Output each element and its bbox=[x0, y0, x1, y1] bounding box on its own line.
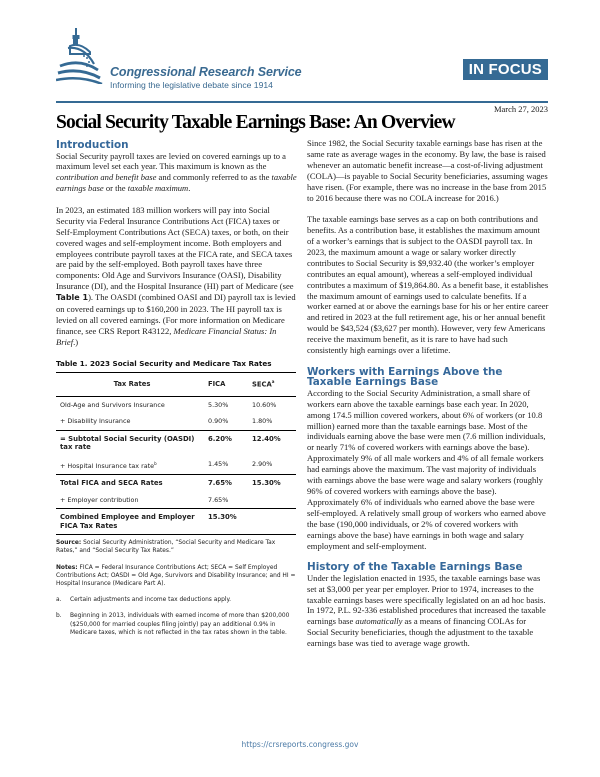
row-label: Total FICA and SECA Rates bbox=[56, 475, 208, 492]
footnote-marker: a. bbox=[56, 597, 62, 604]
fica-value: 1.45% bbox=[208, 459, 229, 468]
text-run: Social Security payroll taxes are levied on covered earnings up to a maximum level set each year. This maximum is known as the bbox=[56, 150, 286, 172]
text-run: and commonly referred to as the bbox=[156, 172, 272, 183]
seca-value: 2.90% bbox=[252, 459, 273, 468]
org-name: Congressional Research Service bbox=[110, 65, 302, 79]
source-label: Source: bbox=[56, 540, 82, 547]
table-row bbox=[56, 456, 296, 475]
fica-value: 6.20% bbox=[208, 430, 252, 456]
paragraph-cap: The taxable earnings base serves as a cap on both contributions and benefits. As a contribution base, it establishes the maximum amount of a worker’s earnings that is subject to the OASDI payroll tax. In 2023, the maximum amount a wage or salary worker directly contributes to Social Security is $9,932.40 (the worker’s employer contributes an equal amount), whereas a self-employed individual contributes a maximum of $19,864.80. As a benefit base, it establishes the maximum amount of earnings used to calculate benefits. If a worker earned at or above the earnings base for his or her entire career and retired in 2023 at the full retirement age, his or her annual benefit would be $43,524 ($3,627 per month). However, very few Americans receive the maximum benefit, as it is rare to have had such consistently high earnings over a lifetime. bbox=[307, 214, 549, 356]
row-label: Combined Employee and Employer FICA Tax Rates bbox=[56, 509, 208, 535]
italic-term: taxable maximum bbox=[127, 183, 189, 194]
table-source bbox=[56, 539, 298, 555]
footer-url[interactable]: https://crsreports.congress.gov bbox=[241, 740, 359, 749]
in-focus-badge: IN FOCUS bbox=[463, 59, 548, 80]
footnote-marker: b bbox=[154, 460, 157, 466]
table-notes-text bbox=[56, 564, 298, 589]
column-header-fica: FICA bbox=[208, 373, 252, 396]
table-reference-link[interactable]: Table 1 bbox=[56, 293, 89, 303]
fica-value: 5.30% bbox=[208, 400, 229, 409]
row-label: + Employer contribution bbox=[60, 495, 139, 504]
table-title: Table 1. 2023 Social Security and Medicare Tax Rates bbox=[56, 358, 272, 368]
row-label: + Disability Insurance bbox=[60, 417, 131, 426]
text-run: . bbox=[188, 183, 191, 194]
column-header-tax-rates: Tax Rates bbox=[56, 373, 208, 396]
page-title: Social Security Taxable Earnings Base: An Overview bbox=[56, 112, 455, 133]
paragraph-wage-growth: Since 1982, the Social Security taxable earnings base has risen at the same rate as average wages in the economy. By law, the base is raised whenever an automatic benefit increase—a cost-of-living adjustment (COLA)—is payable to Social Security beneficiaries, assuming wages have risen. (For example, there was no increase in the base from 2015 to 2016 because there was no COLA increase for 2016.) bbox=[307, 138, 548, 203]
report-title-italic: Medicare Financial Status: In Brief bbox=[56, 325, 277, 347]
footnote-a bbox=[56, 596, 298, 604]
left-column bbox=[56, 140, 298, 645]
text-run: .) bbox=[73, 336, 79, 347]
italic-term: taxable earnings base bbox=[56, 172, 297, 194]
seca-value: 12.40% bbox=[252, 430, 296, 456]
italic-term: contribution and benefit base bbox=[56, 172, 157, 183]
table-row-combined bbox=[56, 509, 296, 535]
text-run: or the bbox=[103, 183, 128, 194]
seca-value: 1.80% bbox=[252, 417, 273, 426]
table-header-row bbox=[56, 373, 296, 396]
header-divider bbox=[56, 101, 548, 103]
section-heading-introduction: Introduction bbox=[56, 139, 129, 151]
seca-value: 15.30% bbox=[252, 475, 296, 492]
text-run: Under the legislation enacted in 1935, the taxable earnings base was set at $3,000 per year per employer. Prior to 1974, increases to the taxable earnings bases were specifically legislated on an ad hoc basis. In 1972, P.L. 92-336 established procedures that increased the taxable earnings base bbox=[307, 572, 546, 627]
table-row bbox=[56, 396, 296, 413]
footnote-text: Beginning in 2013, individuals with earned income of more than $200,000 ($250,000 for married couples filing jointly) pay an additional 0.9% in Medicare taxes, which is not reflected in the tax rates shown in the table. bbox=[70, 613, 290, 636]
footnote-b bbox=[56, 612, 298, 637]
column-header-seca bbox=[252, 373, 296, 396]
text-run: as a means of financing COLAs for Social Security beneficiaries, though the adjustment to the taxable earnings base was tied to average wage growth. bbox=[307, 616, 534, 649]
intro-paragraph-2 bbox=[56, 205, 298, 348]
table-row-subtotal bbox=[56, 430, 296, 456]
footnote-marker: b. bbox=[56, 613, 62, 620]
notes-label: Notes: bbox=[56, 564, 78, 571]
paragraph-workers: According to the Social Security Administration, a small share of workers earn above the taxable earnings base each year. In 2020, among 174.5 million covered workers, about 6% of workers (or 10.8 million) earned more than the taxable earnings base. Most of the individuals earning above the base were men (7.6 million individuals, or nearly 71% of covered workers with earnings above the base). Approximately 9% of all male workers and 4% of all female workers had earnings above the maximum. The vast majority of individuals with earnings above the base were wage and salary workers (roughly 96% of covered workers with earnings above the base). Approximately 6% of individuals who earned above the base were self-employed. A relatively small group of workers who earned above the base (190,000 individuals, or 2% of covered workers with earnings above the base) have earnings in both wage and salary employment and self-employment. bbox=[307, 387, 546, 551]
table-row bbox=[56, 413, 296, 430]
table-row bbox=[56, 492, 296, 509]
italic-term: automatically bbox=[355, 616, 403, 627]
tax-rates-table bbox=[56, 372, 296, 535]
table-notes bbox=[56, 539, 298, 637]
row-label bbox=[56, 456, 208, 475]
section-heading-workers: Workers with Earnings Above the Taxable Earnings Base bbox=[307, 365, 503, 389]
row-label-text: + Hospital Insurance tax rate bbox=[60, 461, 155, 470]
fica-value: 15.30% bbox=[208, 509, 252, 535]
seca-value bbox=[252, 492, 296, 509]
table-row-total bbox=[56, 475, 296, 492]
seca-value: 10.60% bbox=[252, 400, 277, 409]
fica-value: 7.65% bbox=[208, 475, 252, 492]
report-header bbox=[56, 26, 548, 102]
publication-date: March 27, 2023 bbox=[493, 104, 548, 114]
paragraph-history bbox=[307, 573, 549, 649]
seca-label: SECA bbox=[252, 380, 272, 389]
fica-value: 7.65% bbox=[208, 495, 229, 504]
footnote-text: Certain adjustments and income tax deductions apply. bbox=[70, 597, 231, 604]
fica-value: 0.90% bbox=[208, 417, 229, 426]
intro-paragraph-1 bbox=[56, 151, 298, 195]
source-text: Social Security Administration, “Social Security and Medicare Tax Rates,” and “Social Security Tax Rates.” bbox=[56, 540, 276, 555]
footnote-marker: a bbox=[271, 379, 275, 385]
row-label: = Subtotal Social Security (OASDI) tax rate bbox=[56, 430, 208, 456]
org-tagline: Informing the legislative debate since 1914 bbox=[110, 80, 273, 90]
text-run: In 2023, an estimated 183 million workers will pay into Social Security via Federal Insurance Contributions Act (FICA) taxes or Self-Employment Contributions Act (SECA) taxes, or both, on their covered wages and self-employment income. Both employers and employees contribute payroll taxes at the FICA rate, and SECA taxes are paid by the self-employed. Both payroll taxes have three components: Old Age and Survivors Insurance (OASI), Disability Insurance (DI), and the Hospital Insurance (HI) part of Medicare (see bbox=[56, 204, 294, 292]
right-column bbox=[307, 138, 549, 660]
capitol-dome-icon bbox=[56, 26, 104, 84]
brand-block bbox=[110, 65, 302, 90]
text-run: ). The OASDI (combined OASI and DI) payroll tax is levied on covered earnings up to $160,200 in 2023. The HI payroll tax is levied on all covered earnings. (For more information on Medicare finance, see CRS Report R43122, bbox=[56, 292, 296, 336]
row-label: Old-Age and Survivors Insurance bbox=[60, 400, 165, 409]
seca-value bbox=[252, 509, 296, 535]
notes-text: FICA = Federal Insurance Contributions Act; SECA = Self Employed Contributions Act; OASDI = Old Age, Survivors and Disability Insurance; and HI = Hospital Insurance (Medicare Part A). bbox=[56, 564, 296, 588]
section-heading-history: History of the Taxable Earnings Base bbox=[307, 561, 523, 574]
